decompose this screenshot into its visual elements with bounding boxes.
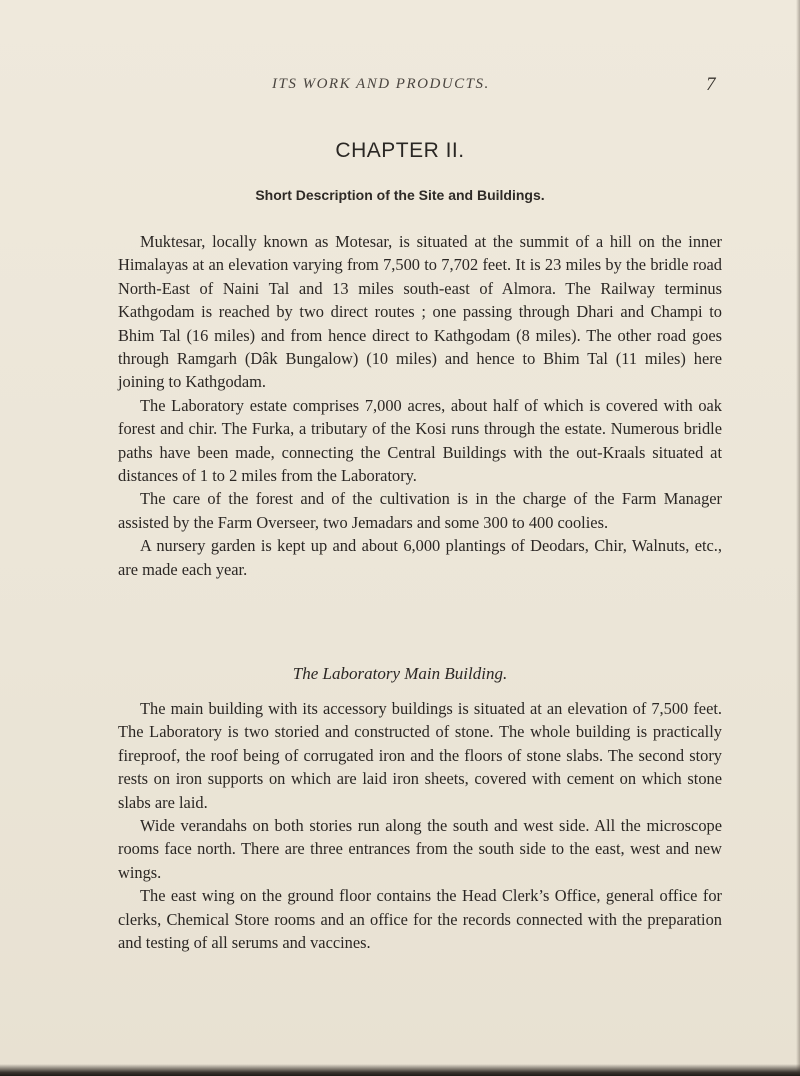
chapter-subtitle: Short Description of the Site and Buildings. bbox=[255, 187, 545, 203]
page-bottom-edge bbox=[0, 1064, 800, 1076]
paragraph: The care of the forest and of the cultivation is in the charge of the Farm Manager assisted by the Farm Overseer, two Jemadars and some 300 to 400 coolies. bbox=[118, 489, 722, 532]
page-edge-shadow bbox=[796, 0, 800, 1076]
section-1-body bbox=[118, 230, 722, 581]
paragraph: Wide verandahs on both stories run along the south and west side. All the microscope rooms face north. There are three entrances from the south side to the east, west and new wings. bbox=[118, 816, 722, 882]
paragraph: The main building with its accessory buildings is situated at an elevation of 7,500 feet. The Laboratory is two storied and constructed of stone. The whole building is practically fireproof, the roof being of corrugated iron and the floors of stone slabs. The second story rests on iron supports on which are laid iron sheets, covered with cement on which stone slabs are laid. bbox=[118, 699, 722, 812]
paragraph: Muktesar, locally known as Motesar, is situated at the summit of a hill on the inner Himalayas at an elevation varying from 7,500 to 7,702 feet. It is 23 miles by the bridle road North-East of Naini Tal and 13 miles south-east of Almora. The Railway terminus Kathgodam is reached by two direct routes ; one passing through Dhari and Champi to Bhim Tal (16 miles) and from hence direct to Kathgodam (8 miles). The other road goes through Ramgarh (Dâk Bungalow) (10 miles) and hence to Bhim Tal (11 miles) here joining to Kathgodam. bbox=[118, 232, 722, 392]
paragraph: A nursery garden is kept up and about 6,000 plantings of Deodars, Chir, Walnuts, etc., are made each year. bbox=[118, 536, 722, 579]
chapter-title: CHAPTER II. bbox=[335, 139, 465, 162]
paragraph: The east wing on the ground floor contains the Head Clerk’s Office, general office for clerks, Chemical Store rooms and an office for the records connected with the preparation and testing of all serums and vaccines. bbox=[118, 886, 722, 953]
section-2-body bbox=[118, 697, 722, 954]
page-number: 7 bbox=[706, 74, 716, 95]
paragraph: The Laboratory estate comprises 7,000 acres, about half of which is covered with oak forest and chir. The Furka, a tributary of the Kosi runs through the estate. Numerous bridle paths have been made, connecting the Central Buildings with the out-Kraals situated at distances of 1 to 2 miles from the Laboratory. bbox=[118, 395, 722, 486]
running-head bbox=[0, 76, 800, 100]
section-heading: The Laboratory Main Building. bbox=[292, 664, 508, 683]
running-title: ITS WORK AND PRODUCTS. bbox=[272, 76, 490, 92]
